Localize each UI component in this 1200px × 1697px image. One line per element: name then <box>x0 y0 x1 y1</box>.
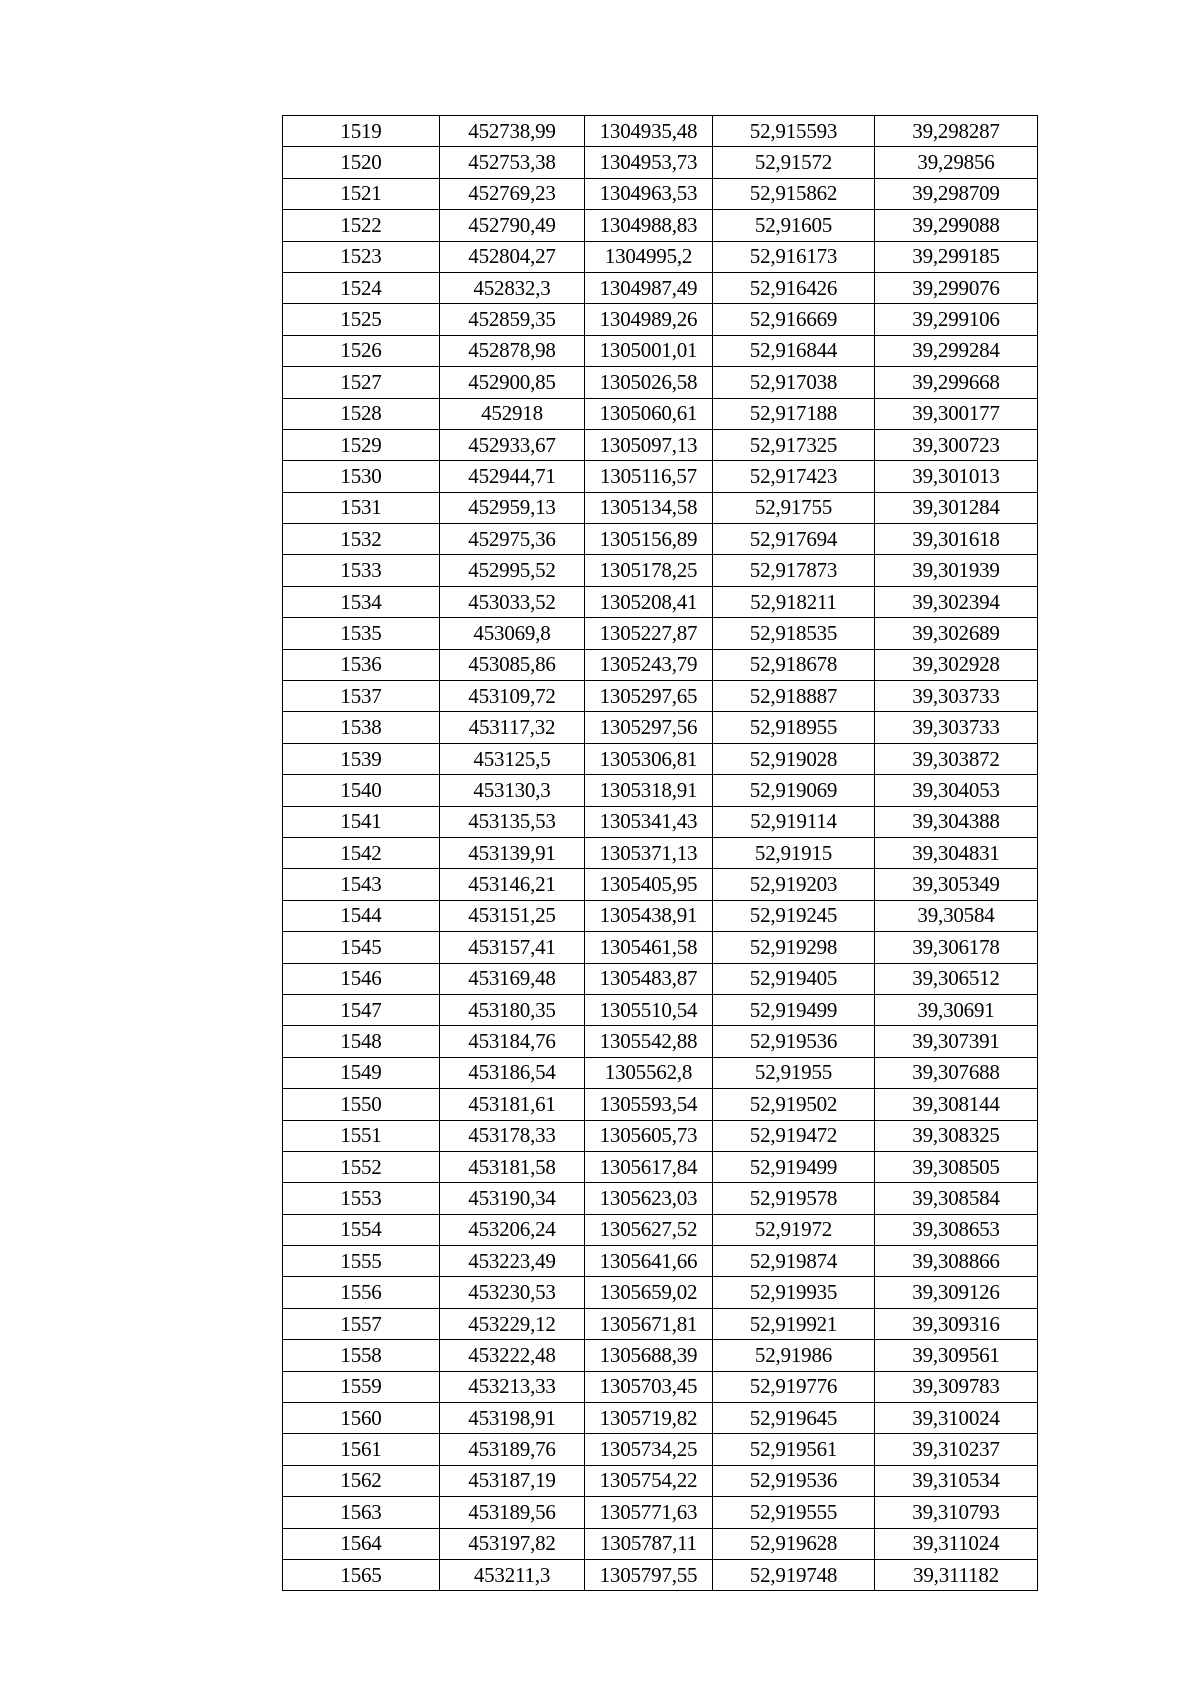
table-row <box>283 335 1038 366</box>
point-number-cell: 1560 <box>283 1403 440 1434</box>
point-number-cell: 1527 <box>283 367 440 398</box>
y-coordinate-cell: 1305243,79 <box>585 649 713 680</box>
point-number-cell: 1548 <box>283 1026 440 1057</box>
table-row <box>283 1559 1038 1590</box>
y-coordinate-cell: 1305562,8 <box>585 1057 713 1088</box>
latitude-cell: 52,919776 <box>713 1371 875 1402</box>
latitude-cell: 52,919536 <box>713 1465 875 1496</box>
longitude-cell: 39,309126 <box>875 1277 1038 1308</box>
x-coordinate-cell: 452804,27 <box>440 241 585 272</box>
point-number-cell: 1549 <box>283 1057 440 1088</box>
point-number-cell: 1542 <box>283 837 440 868</box>
x-coordinate-cell: 452944,71 <box>440 461 585 492</box>
x-coordinate-cell: 453198,91 <box>440 1403 585 1434</box>
latitude-cell: 52,919028 <box>713 743 875 774</box>
table-row <box>283 963 1038 994</box>
point-number-cell: 1554 <box>283 1214 440 1245</box>
x-coordinate-cell: 452975,36 <box>440 524 585 555</box>
longitude-cell: 39,304831 <box>875 837 1038 868</box>
table-row <box>283 1151 1038 1182</box>
longitude-cell: 39,309561 <box>875 1340 1038 1371</box>
longitude-cell: 39,301618 <box>875 524 1038 555</box>
point-number-cell: 1546 <box>283 963 440 994</box>
table-row <box>283 743 1038 774</box>
x-coordinate-cell: 453230,53 <box>440 1277 585 1308</box>
x-coordinate-cell: 452859,35 <box>440 304 585 335</box>
point-number-cell: 1523 <box>283 241 440 272</box>
point-number-cell: 1528 <box>283 398 440 429</box>
latitude-cell: 52,919921 <box>713 1308 875 1339</box>
latitude-cell: 52,919499 <box>713 1151 875 1182</box>
y-coordinate-cell: 1305719,82 <box>585 1403 713 1434</box>
point-number-cell: 1538 <box>283 712 440 743</box>
longitude-cell: 39,305349 <box>875 869 1038 900</box>
latitude-cell: 52,919298 <box>713 932 875 963</box>
point-number-cell: 1559 <box>283 1371 440 1402</box>
longitude-cell: 39,310534 <box>875 1465 1038 1496</box>
latitude-cell: 52,919499 <box>713 994 875 1025</box>
latitude-cell: 52,91972 <box>713 1214 875 1245</box>
longitude-cell: 39,298287 <box>875 116 1038 147</box>
x-coordinate-cell: 452878,98 <box>440 335 585 366</box>
latitude-cell: 52,917694 <box>713 524 875 555</box>
y-coordinate-cell: 1305060,61 <box>585 398 713 429</box>
y-coordinate-cell: 1305659,02 <box>585 1277 713 1308</box>
point-number-cell: 1545 <box>283 932 440 963</box>
longitude-cell: 39,299284 <box>875 335 1038 366</box>
latitude-cell: 52,91572 <box>713 147 875 178</box>
x-coordinate-cell: 452753,38 <box>440 147 585 178</box>
table-row <box>283 586 1038 617</box>
x-coordinate-cell: 453117,32 <box>440 712 585 743</box>
longitude-cell: 39,309316 <box>875 1308 1038 1339</box>
x-coordinate-cell: 453157,41 <box>440 932 585 963</box>
y-coordinate-cell: 1305097,13 <box>585 429 713 460</box>
y-coordinate-cell: 1305318,91 <box>585 775 713 806</box>
table-row <box>283 304 1038 335</box>
y-coordinate-cell: 1304987,49 <box>585 272 713 303</box>
x-coordinate-cell: 453197,82 <box>440 1528 585 1559</box>
point-number-cell: 1547 <box>283 994 440 1025</box>
longitude-cell: 39,299185 <box>875 241 1038 272</box>
y-coordinate-cell: 1304935,48 <box>585 116 713 147</box>
point-number-cell: 1558 <box>283 1340 440 1371</box>
table-row <box>283 994 1038 1025</box>
y-coordinate-cell: 1305483,87 <box>585 963 713 994</box>
x-coordinate-cell: 453187,19 <box>440 1465 585 1496</box>
latitude-cell: 52,919935 <box>713 1277 875 1308</box>
table-row <box>283 1277 1038 1308</box>
y-coordinate-cell: 1305671,81 <box>585 1308 713 1339</box>
y-coordinate-cell: 1304963,53 <box>585 178 713 209</box>
latitude-cell: 52,918211 <box>713 586 875 617</box>
longitude-cell: 39,299668 <box>875 367 1038 398</box>
table-row <box>283 1497 1038 1528</box>
point-number-cell: 1529 <box>283 429 440 460</box>
latitude-cell: 52,916844 <box>713 335 875 366</box>
point-number-cell: 1541 <box>283 806 440 837</box>
longitude-cell: 39,303872 <box>875 743 1038 774</box>
x-coordinate-cell: 453139,91 <box>440 837 585 868</box>
y-coordinate-cell: 1304995,2 <box>585 241 713 272</box>
x-coordinate-cell: 453229,12 <box>440 1308 585 1339</box>
x-coordinate-cell: 453109,72 <box>440 681 585 712</box>
x-coordinate-cell: 452900,85 <box>440 367 585 398</box>
longitude-cell: 39,310024 <box>875 1403 1038 1434</box>
latitude-cell: 52,917038 <box>713 367 875 398</box>
y-coordinate-cell: 1304989,26 <box>585 304 713 335</box>
point-number-cell: 1533 <box>283 555 440 586</box>
x-coordinate-cell: 453151,25 <box>440 900 585 931</box>
table-row <box>283 1340 1038 1371</box>
x-coordinate-cell: 453189,56 <box>440 1497 585 1528</box>
longitude-cell: 39,300723 <box>875 429 1038 460</box>
longitude-cell: 39,310793 <box>875 1497 1038 1528</box>
latitude-cell: 52,91915 <box>713 837 875 868</box>
y-coordinate-cell: 1305703,45 <box>585 1371 713 1402</box>
longitude-cell: 39,304388 <box>875 806 1038 837</box>
table-row <box>283 1057 1038 1088</box>
y-coordinate-cell: 1305134,58 <box>585 492 713 523</box>
coordinates-table <box>282 115 1038 1591</box>
table-row <box>283 1120 1038 1151</box>
y-coordinate-cell: 1304953,73 <box>585 147 713 178</box>
latitude-cell: 52,919114 <box>713 806 875 837</box>
x-coordinate-cell: 453169,48 <box>440 963 585 994</box>
x-coordinate-cell: 453085,86 <box>440 649 585 680</box>
latitude-cell: 52,916173 <box>713 241 875 272</box>
latitude-cell: 52,917325 <box>713 429 875 460</box>
longitude-cell: 39,308866 <box>875 1246 1038 1277</box>
x-coordinate-cell: 453181,61 <box>440 1089 585 1120</box>
x-coordinate-cell: 453130,3 <box>440 775 585 806</box>
table-row <box>283 461 1038 492</box>
latitude-cell: 52,919578 <box>713 1183 875 1214</box>
x-coordinate-cell: 453186,54 <box>440 1057 585 1088</box>
x-coordinate-cell: 452995,52 <box>440 555 585 586</box>
y-coordinate-cell: 1305208,41 <box>585 586 713 617</box>
point-number-cell: 1522 <box>283 210 440 241</box>
point-number-cell: 1535 <box>283 618 440 649</box>
table-row <box>283 837 1038 868</box>
point-number-cell: 1532 <box>283 524 440 555</box>
y-coordinate-cell: 1305734,25 <box>585 1434 713 1465</box>
table-row <box>283 712 1038 743</box>
longitude-cell: 39,304053 <box>875 775 1038 806</box>
table-row <box>283 618 1038 649</box>
latitude-cell: 52,919748 <box>713 1559 875 1590</box>
y-coordinate-cell: 1305510,54 <box>585 994 713 1025</box>
longitude-cell: 39,303733 <box>875 712 1038 743</box>
longitude-cell: 39,308653 <box>875 1214 1038 1245</box>
point-number-cell: 1544 <box>283 900 440 931</box>
longitude-cell: 39,299088 <box>875 210 1038 241</box>
table-row <box>283 1089 1038 1120</box>
y-coordinate-cell: 1305116,57 <box>585 461 713 492</box>
x-coordinate-cell: 452959,13 <box>440 492 585 523</box>
coordinates-table-body <box>283 116 1038 1591</box>
y-coordinate-cell: 1305641,66 <box>585 1246 713 1277</box>
table-row <box>283 210 1038 241</box>
latitude-cell: 52,919628 <box>713 1528 875 1559</box>
latitude-cell: 52,918535 <box>713 618 875 649</box>
point-number-cell: 1551 <box>283 1120 440 1151</box>
y-coordinate-cell: 1305787,11 <box>585 1528 713 1559</box>
longitude-cell: 39,29856 <box>875 147 1038 178</box>
latitude-cell: 52,918887 <box>713 681 875 712</box>
point-number-cell: 1521 <box>283 178 440 209</box>
x-coordinate-cell: 453135,53 <box>440 806 585 837</box>
x-coordinate-cell: 453069,8 <box>440 618 585 649</box>
latitude-cell: 52,919561 <box>713 1434 875 1465</box>
longitude-cell: 39,302689 <box>875 618 1038 649</box>
table-row <box>283 1246 1038 1277</box>
x-coordinate-cell: 453180,35 <box>440 994 585 1025</box>
point-number-cell: 1556 <box>283 1277 440 1308</box>
table-row <box>283 1026 1038 1057</box>
point-number-cell: 1557 <box>283 1308 440 1339</box>
latitude-cell: 52,919245 <box>713 900 875 931</box>
x-coordinate-cell: 453206,24 <box>440 1214 585 1245</box>
x-coordinate-cell: 453222,48 <box>440 1340 585 1371</box>
point-number-cell: 1543 <box>283 869 440 900</box>
x-coordinate-cell: 453184,76 <box>440 1026 585 1057</box>
x-coordinate-cell: 453178,33 <box>440 1120 585 1151</box>
x-coordinate-cell: 452790,49 <box>440 210 585 241</box>
table-row <box>283 649 1038 680</box>
table-row <box>283 1183 1038 1214</box>
latitude-cell: 52,919502 <box>713 1089 875 1120</box>
y-coordinate-cell: 1305371,13 <box>585 837 713 868</box>
point-number-cell: 1563 <box>283 1497 440 1528</box>
y-coordinate-cell: 1305771,63 <box>585 1497 713 1528</box>
longitude-cell: 39,309783 <box>875 1371 1038 1402</box>
longitude-cell: 39,301284 <box>875 492 1038 523</box>
longitude-cell: 39,30584 <box>875 900 1038 931</box>
latitude-cell: 52,917188 <box>713 398 875 429</box>
point-number-cell: 1537 <box>283 681 440 712</box>
table-row <box>283 806 1038 837</box>
longitude-cell: 39,302928 <box>875 649 1038 680</box>
x-coordinate-cell: 453181,58 <box>440 1151 585 1182</box>
y-coordinate-cell: 1305461,58 <box>585 932 713 963</box>
table-row <box>283 524 1038 555</box>
y-coordinate-cell: 1305306,81 <box>585 743 713 774</box>
longitude-cell: 39,299076 <box>875 272 1038 303</box>
table-row <box>283 555 1038 586</box>
x-coordinate-cell: 452769,23 <box>440 178 585 209</box>
point-number-cell: 1562 <box>283 1465 440 1496</box>
table-row <box>283 775 1038 806</box>
latitude-cell: 52,919069 <box>713 775 875 806</box>
point-number-cell: 1525 <box>283 304 440 335</box>
point-number-cell: 1530 <box>283 461 440 492</box>
latitude-cell: 52,919405 <box>713 963 875 994</box>
x-coordinate-cell: 453213,33 <box>440 1371 585 1402</box>
x-coordinate-cell: 452738,99 <box>440 116 585 147</box>
y-coordinate-cell: 1305593,54 <box>585 1089 713 1120</box>
longitude-cell: 39,306512 <box>875 963 1038 994</box>
longitude-cell: 39,311182 <box>875 1559 1038 1590</box>
y-coordinate-cell: 1305627,52 <box>585 1214 713 1245</box>
point-number-cell: 1534 <box>283 586 440 617</box>
table-row <box>283 1465 1038 1496</box>
latitude-cell: 52,917873 <box>713 555 875 586</box>
table-row <box>283 869 1038 900</box>
point-number-cell: 1552 <box>283 1151 440 1182</box>
x-coordinate-cell: 453223,49 <box>440 1246 585 1277</box>
latitude-cell: 52,919874 <box>713 1246 875 1277</box>
y-coordinate-cell: 1304988,83 <box>585 210 713 241</box>
table-row <box>283 116 1038 147</box>
longitude-cell: 39,306178 <box>875 932 1038 963</box>
x-coordinate-cell: 453033,52 <box>440 586 585 617</box>
latitude-cell: 52,916669 <box>713 304 875 335</box>
latitude-cell: 52,919203 <box>713 869 875 900</box>
longitude-cell: 39,30691 <box>875 994 1038 1025</box>
y-coordinate-cell: 1305297,65 <box>585 681 713 712</box>
longitude-cell: 39,307688 <box>875 1057 1038 1088</box>
table-row <box>283 1308 1038 1339</box>
y-coordinate-cell: 1305026,58 <box>585 367 713 398</box>
x-coordinate-cell: 452918 <box>440 398 585 429</box>
y-coordinate-cell: 1305178,25 <box>585 555 713 586</box>
y-coordinate-cell: 1305623,03 <box>585 1183 713 1214</box>
point-number-cell: 1536 <box>283 649 440 680</box>
longitude-cell: 39,301013 <box>875 461 1038 492</box>
table-row <box>283 147 1038 178</box>
y-coordinate-cell: 1305617,84 <box>585 1151 713 1182</box>
latitude-cell: 52,919536 <box>713 1026 875 1057</box>
point-number-cell: 1531 <box>283 492 440 523</box>
table-row <box>283 398 1038 429</box>
latitude-cell: 52,91986 <box>713 1340 875 1371</box>
point-number-cell: 1553 <box>283 1183 440 1214</box>
x-coordinate-cell: 453189,76 <box>440 1434 585 1465</box>
longitude-cell: 39,308505 <box>875 1151 1038 1182</box>
longitude-cell: 39,308325 <box>875 1120 1038 1151</box>
latitude-cell: 52,91605 <box>713 210 875 241</box>
longitude-cell: 39,310237 <box>875 1434 1038 1465</box>
point-number-cell: 1539 <box>283 743 440 774</box>
latitude-cell: 52,91955 <box>713 1057 875 1088</box>
point-number-cell: 1519 <box>283 116 440 147</box>
point-number-cell: 1565 <box>283 1559 440 1590</box>
point-number-cell: 1524 <box>283 272 440 303</box>
table-row <box>283 1214 1038 1245</box>
y-coordinate-cell: 1305542,88 <box>585 1026 713 1057</box>
latitude-cell: 52,915862 <box>713 178 875 209</box>
point-number-cell: 1555 <box>283 1246 440 1277</box>
longitude-cell: 39,308584 <box>875 1183 1038 1214</box>
table-row <box>283 1434 1038 1465</box>
table-row <box>283 429 1038 460</box>
x-coordinate-cell: 453211,3 <box>440 1559 585 1590</box>
point-number-cell: 1540 <box>283 775 440 806</box>
latitude-cell: 52,91755 <box>713 492 875 523</box>
latitude-cell: 52,919472 <box>713 1120 875 1151</box>
y-coordinate-cell: 1305297,56 <box>585 712 713 743</box>
table-row <box>283 932 1038 963</box>
y-coordinate-cell: 1305797,55 <box>585 1559 713 1590</box>
longitude-cell: 39,302394 <box>875 586 1038 617</box>
longitude-cell: 39,300177 <box>875 398 1038 429</box>
table-row <box>283 272 1038 303</box>
y-coordinate-cell: 1305605,73 <box>585 1120 713 1151</box>
table-row <box>283 492 1038 523</box>
y-coordinate-cell: 1305754,22 <box>585 1465 713 1496</box>
point-number-cell: 1520 <box>283 147 440 178</box>
table-row <box>283 900 1038 931</box>
latitude-cell: 52,915593 <box>713 116 875 147</box>
longitude-cell: 39,301939 <box>875 555 1038 586</box>
y-coordinate-cell: 1305405,95 <box>585 869 713 900</box>
longitude-cell: 39,307391 <box>875 1026 1038 1057</box>
x-coordinate-cell: 453125,5 <box>440 743 585 774</box>
point-number-cell: 1550 <box>283 1089 440 1120</box>
point-number-cell: 1526 <box>283 335 440 366</box>
point-number-cell: 1561 <box>283 1434 440 1465</box>
x-coordinate-cell: 452832,3 <box>440 272 585 303</box>
latitude-cell: 52,919555 <box>713 1497 875 1528</box>
latitude-cell: 52,916426 <box>713 272 875 303</box>
longitude-cell: 39,311024 <box>875 1528 1038 1559</box>
table-row <box>283 367 1038 398</box>
table-row <box>283 681 1038 712</box>
x-coordinate-cell: 452933,67 <box>440 429 585 460</box>
latitude-cell: 52,917423 <box>713 461 875 492</box>
table-row <box>283 1403 1038 1434</box>
latitude-cell: 52,919645 <box>713 1403 875 1434</box>
y-coordinate-cell: 1305227,87 <box>585 618 713 649</box>
x-coordinate-cell: 453190,34 <box>440 1183 585 1214</box>
longitude-cell: 39,299106 <box>875 304 1038 335</box>
longitude-cell: 39,298709 <box>875 178 1038 209</box>
longitude-cell: 39,303733 <box>875 681 1038 712</box>
latitude-cell: 52,918955 <box>713 712 875 743</box>
table-row <box>283 241 1038 272</box>
longitude-cell: 39,308144 <box>875 1089 1038 1120</box>
table-row <box>283 1371 1038 1402</box>
table-row <box>283 178 1038 209</box>
y-coordinate-cell: 1305438,91 <box>585 900 713 931</box>
y-coordinate-cell: 1305341,43 <box>585 806 713 837</box>
point-number-cell: 1564 <box>283 1528 440 1559</box>
table-row <box>283 1528 1038 1559</box>
latitude-cell: 52,918678 <box>713 649 875 680</box>
y-coordinate-cell: 1305001,01 <box>585 335 713 366</box>
y-coordinate-cell: 1305156,89 <box>585 524 713 555</box>
y-coordinate-cell: 1305688,39 <box>585 1340 713 1371</box>
x-coordinate-cell: 453146,21 <box>440 869 585 900</box>
